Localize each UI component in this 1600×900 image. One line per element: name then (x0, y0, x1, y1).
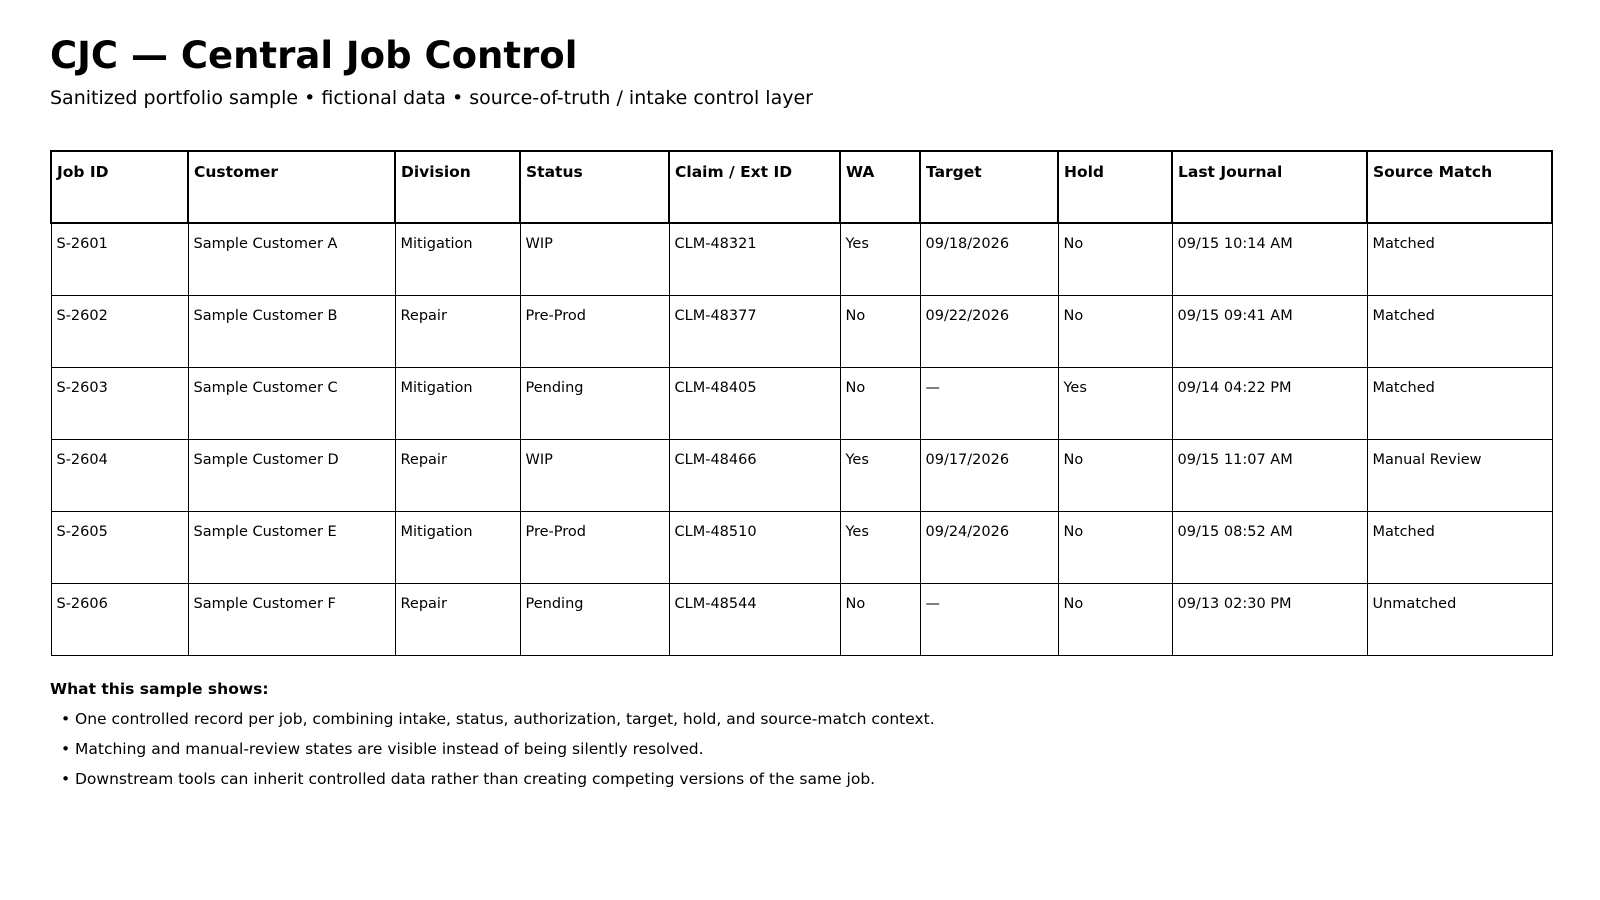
cell-wa: Yes (840, 511, 920, 583)
cell-last-journal: 09/15 08:52 AM (1172, 511, 1367, 583)
cell-source-match: Unmatched (1367, 583, 1552, 655)
column-header-claim-ext-id: Claim / Ext ID (669, 151, 840, 223)
list-item-text: Matching and manual-review states are visible instead of being silently resolved. (75, 740, 704, 758)
column-header-last-journal: Last Journal (1172, 151, 1367, 223)
column-header-job-id: Job ID (51, 151, 188, 223)
column-header-hold: Hold (1058, 151, 1172, 223)
page-subtitle: Sanitized portfolio sample • fictional data • source-of-truth / intake control layer (50, 87, 813, 109)
cell-job-id: S-2606 (51, 583, 188, 655)
cell-hold: No (1058, 583, 1172, 655)
cell-wa: No (840, 367, 920, 439)
cell-customer: Sample Customer C (188, 367, 395, 439)
cell-wa: Yes (840, 439, 920, 511)
cell-claim-ext-id: CLM-48466 (669, 439, 840, 511)
notes-heading: What this sample shows: (50, 680, 269, 698)
table-header (51, 151, 1552, 223)
column-header-customer: Customer (188, 151, 395, 223)
column-header-wa: WA (840, 151, 920, 223)
bullet-icon: • (61, 740, 71, 758)
cell-last-journal: 09/15 11:07 AM (1172, 439, 1367, 511)
column-header-division: Division (395, 151, 520, 223)
cell-hold: No (1058, 439, 1172, 511)
cell-target: — (920, 583, 1058, 655)
cell-job-id: S-2602 (51, 295, 188, 367)
cell-last-journal: 09/13 02:30 PM (1172, 583, 1367, 655)
cell-status: WIP (520, 223, 669, 295)
cell-wa: Yes (840, 223, 920, 295)
cell-source-match: Matched (1367, 367, 1552, 439)
cell-customer: Sample Customer A (188, 223, 395, 295)
cell-target: 09/24/2026 (920, 511, 1058, 583)
column-header-target: Target (920, 151, 1058, 223)
cell-claim-ext-id: CLM-48510 (669, 511, 840, 583)
table-row (51, 295, 1552, 367)
cell-status: Pending (520, 367, 669, 439)
notes-section (50, 679, 1550, 789)
cell-claim-ext-id: CLM-48321 (669, 223, 840, 295)
cell-source-match: Matched (1367, 511, 1552, 583)
cell-target: 09/17/2026 (920, 439, 1058, 511)
cell-hold: Yes (1058, 367, 1172, 439)
table-row (51, 439, 1552, 511)
cell-division: Mitigation (395, 511, 520, 583)
notes-list (50, 709, 1550, 789)
cell-division: Mitigation (395, 223, 520, 295)
bullet-icon: • (61, 710, 71, 728)
cell-last-journal: 09/15 09:41 AM (1172, 295, 1367, 367)
cell-source-match: Matched (1367, 295, 1552, 367)
cell-wa: No (840, 583, 920, 655)
cell-wa: No (840, 295, 920, 367)
cell-division: Repair (395, 583, 520, 655)
list-item-text: One controlled record per job, combining intake, status, authorization, target, hold, and source-match context. (75, 710, 935, 728)
cell-status: Pre-Prod (520, 511, 669, 583)
table-header-row (51, 151, 1552, 223)
cell-division: Repair (395, 295, 520, 367)
cell-hold: No (1058, 295, 1172, 367)
list-item (50, 739, 1550, 759)
cell-customer: Sample Customer B (188, 295, 395, 367)
cell-status: Pending (520, 583, 669, 655)
table-row (51, 511, 1552, 583)
cell-job-id: S-2605 (51, 511, 188, 583)
cell-claim-ext-id: CLM-48405 (669, 367, 840, 439)
bullet-icon: • (61, 770, 71, 788)
cell-division: Mitigation (395, 367, 520, 439)
cell-target: — (920, 367, 1058, 439)
list-item (50, 769, 1550, 789)
cell-status: Pre-Prod (520, 295, 669, 367)
table-row (51, 367, 1552, 439)
cell-hold: No (1058, 511, 1172, 583)
cell-target: 09/18/2026 (920, 223, 1058, 295)
cell-source-match: Manual Review (1367, 439, 1552, 511)
cell-last-journal: 09/15 10:14 AM (1172, 223, 1367, 295)
cell-job-id: S-2604 (51, 439, 188, 511)
column-header-source-match: Source Match (1367, 151, 1552, 223)
list-item (50, 709, 1550, 729)
cell-job-id: S-2601 (51, 223, 188, 295)
cell-division: Repair (395, 439, 520, 511)
cell-job-id: S-2603 (51, 367, 188, 439)
cell-customer: Sample Customer E (188, 511, 395, 583)
jobs-table (50, 150, 1553, 656)
cell-target: 09/22/2026 (920, 295, 1058, 367)
cell-claim-ext-id: CLM-48377 (669, 295, 840, 367)
table-row (51, 583, 1552, 655)
cell-last-journal: 09/14 04:22 PM (1172, 367, 1367, 439)
page-title: CJC — Central Job Control (50, 34, 578, 77)
cell-customer: Sample Customer F (188, 583, 395, 655)
cell-claim-ext-id: CLM-48544 (669, 583, 840, 655)
list-item-text: Downstream tools can inherit controlled data rather than creating competing versions of the same job. (75, 770, 876, 788)
cell-status: WIP (520, 439, 669, 511)
cell-hold: No (1058, 223, 1172, 295)
column-header-status: Status (520, 151, 669, 223)
table-body (51, 223, 1552, 655)
cell-customer: Sample Customer D (188, 439, 395, 511)
cell-source-match: Matched (1367, 223, 1552, 295)
table-row (51, 223, 1552, 295)
